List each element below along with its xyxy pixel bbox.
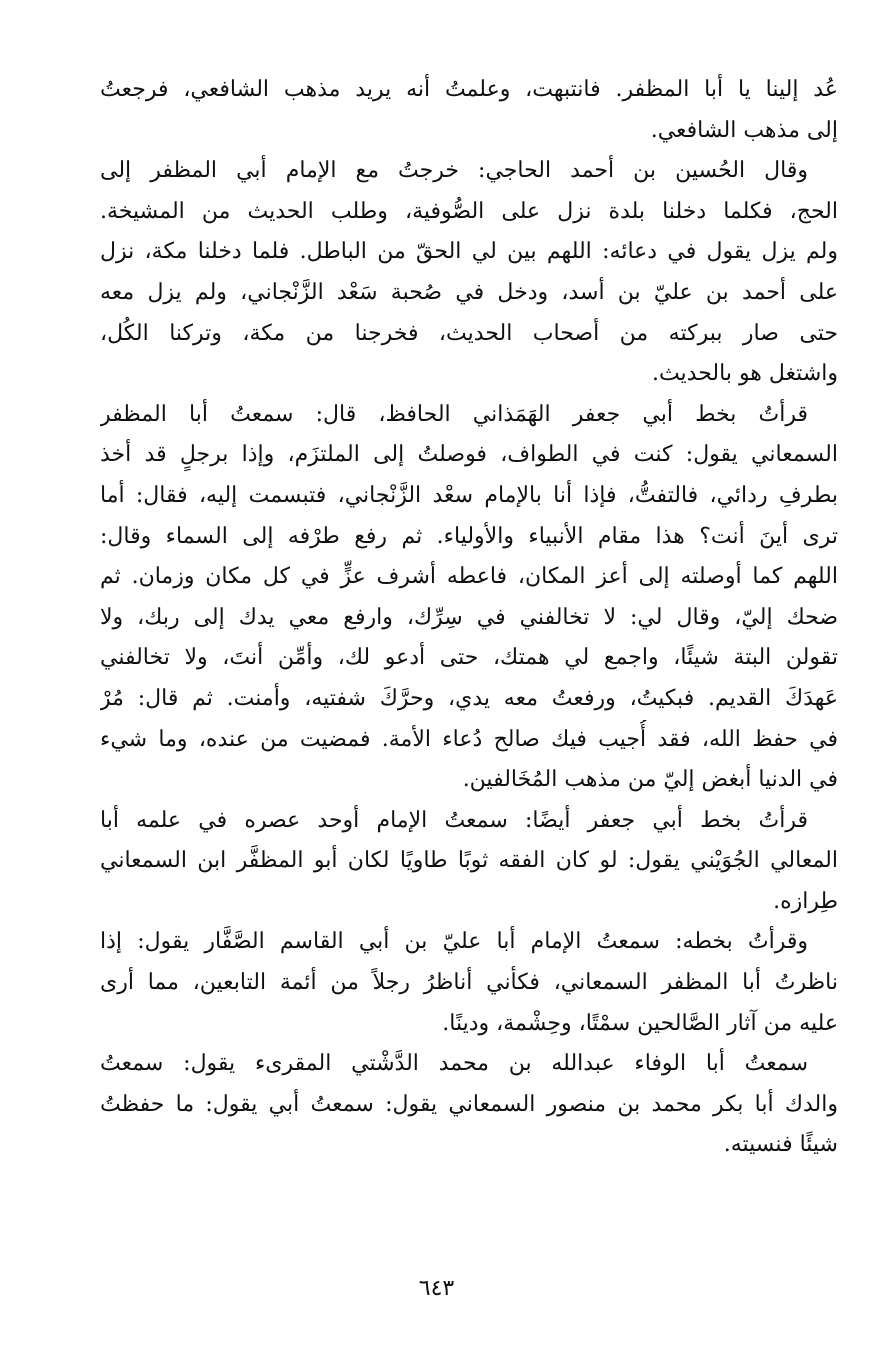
paragraph-3 [100, 395, 838, 801]
text-line: عَهدَكَ القديم. فبكيتُ، ورفعتُ معه يدي، وحرَّكَ شفتيه، وأمنت. ثم قال: مُرْ [100, 685, 838, 711]
text-line: عُد إلينا يا أبا المظفر. فانتبهت، وعلمتُ أنه يريد مذهب الشافعي، فرجعتُ [100, 77, 838, 102]
text-line: السمعاني يقول: كنت في الطواف، فوصلتُ إلى الملتزَم، وإذا برجلٍ قد أخذ [100, 442, 838, 468]
text-line: المعالي الجُوَيْني يقول: لو كان الفقه ثوبًا طاويًا لكان أبو المظفَّر ابن السمعاني [100, 848, 838, 874]
text-line: وقال الحُسين بن أحمد الحاجي: خرجتُ مع الإمام أبي المظفر إلى [100, 158, 808, 184]
paragraph-6 [100, 1044, 838, 1166]
text-line: قرأتُ بخط أبي جعفر الهَمَذاني الحافظ، قال: سمعتُ أبا المظفر [100, 401, 808, 427]
text-line: في الدنيا أبغض إليّ من مذهب المُخَالفين. [462, 767, 838, 793]
paragraph-5 [100, 922, 838, 1044]
text-line: والدك أبا بكر محمد بن منصور السمعاني يقول: سمعتُ أبي يقول: ما حفظتُ [100, 1091, 838, 1117]
text-line: سمعتُ أبا الوفاء عبدالله بن محمد الدَّشْتي المقرىء يقول: سمعتُ [100, 1051, 808, 1077]
text-line: على أحمد بن عليّ بن أسد، ودخل في صُحبة سَعْد الزَّنْجاني، ولم يزل معه [100, 279, 838, 305]
text-line: طِرازه. [773, 888, 838, 914]
paragraph-1 [100, 70, 838, 151]
body-text [100, 70, 838, 1166]
text-line: في حفظ الله، فقد أُجيب فيك صالح دُعاء الأمة. فمضيت من عنده، وما شيء [100, 726, 838, 752]
text-line: واشتغل هو بالحديث. [651, 361, 838, 387]
text-line: الحج، فكلما دخلنا بلدة نزل على الصُّوفية، وطلب الحديث من المشيخة. [100, 198, 838, 224]
text-line: ترى أينَ أنت؟ هذا مقام الأنبياء والأولياء. ثم رفع طرْفه إلى السماء وقال: [100, 523, 838, 549]
paragraph-2 [100, 151, 838, 395]
text-line: تقولن البتة شيئًا، واجمع لي همتك، حتى أدعو لك، وأمِّن أنتَ، ولا تخالفني [100, 645, 838, 671]
page-number: ٦٤٣ [418, 1276, 455, 1301]
text-line: قرأتُ بخط أبي جعفر أيضًا: سمعتُ الإمام أوحد عصره في علمه أبا [100, 807, 808, 833]
text-line: حتى صار ببركته من أصحاب الحديث، فخرجنا من مكة، وتركنا الكُل، [100, 320, 838, 346]
text-line: وقرأتُ بخطه: سمعتُ الإمام أبا عليّ بن أبي القاسم الصَّفَّار يقول: إذا [100, 929, 808, 955]
text-line: ناظرتُ أبا المظفر السمعاني، فكأني أناظرُ رجلاً من أئمة التابعين، مما أرى [100, 970, 838, 996]
text-line: اللهم كما أوصلته إلى أعز المكان، فاعطه أشرف عزٍّ في كل مكان وزمان. ثم [100, 564, 838, 590]
text-line: بطرفِ ردائي، فالتفتُّ، فإذا أنا بالإمام سعْد الزَّنْجاني، فتبسمت إليه، فقال: أما [100, 482, 838, 508]
text-line: ولم يزل يقول في دعائه: اللهم بين لي الحقّ من الباطل. فلما دخلنا مكة، نزل [100, 239, 838, 265]
text-line: إلى مذهب الشافعي. [650, 117, 838, 143]
paragraph-4 [100, 801, 838, 923]
text-line: ضحك إليّ، وقال لي: لا تخالفني في سِرِّك، وارفع معي يدك إلى ربك، ولا [100, 604, 838, 630]
text-line: شيئًا فنسيته. [723, 1132, 838, 1158]
text-line: عليه من آثار الصَّالحين سمْتًا، وحِشْمة، ودينًا. [442, 1010, 838, 1036]
